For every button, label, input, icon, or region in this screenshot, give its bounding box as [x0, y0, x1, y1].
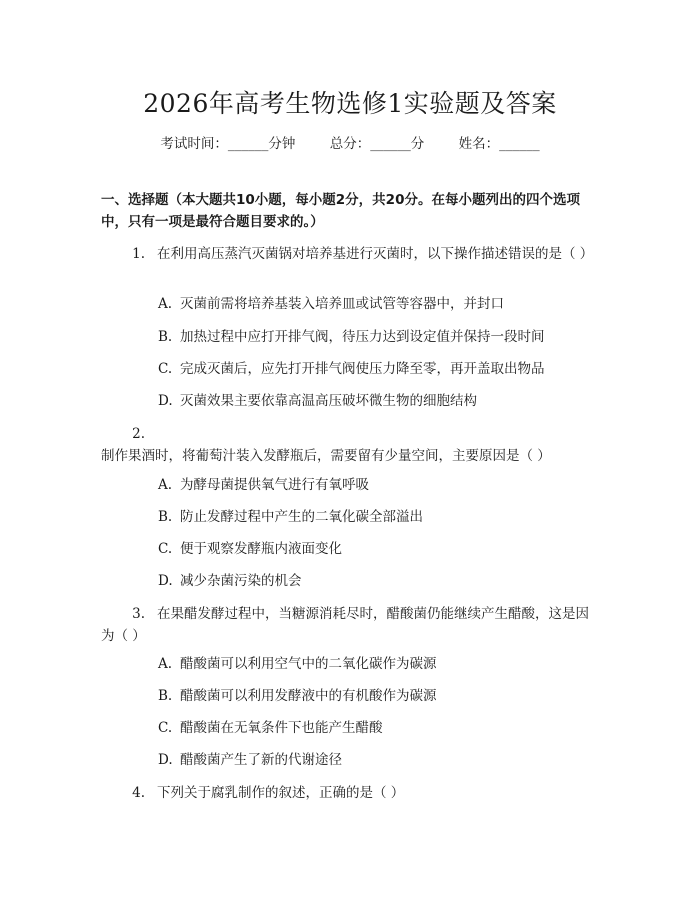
option-text: 醋酸菌可以利用发酵液中的有机酸作为碳源 — [180, 688, 437, 704]
option-2d — [158, 571, 598, 591]
exam-info-line — [0, 132, 700, 152]
option-1d — [158, 391, 598, 411]
question-text: 制作果酒时，将葡萄汁装入发酵瓶后，需要留有少量空间，主要原因是（ ） — [101, 448, 551, 464]
option-text: 醋酸菌产生了新的代谢途径 — [180, 752, 342, 768]
option-2c — [158, 539, 598, 559]
option-2b — [158, 507, 598, 527]
option-1b — [158, 327, 598, 347]
question-1 — [101, 243, 601, 265]
option-letter: A. — [158, 296, 173, 312]
question-4 — [101, 782, 601, 804]
option-1c — [158, 359, 598, 379]
question-number: 4. — [132, 785, 145, 801]
option-letter: B. — [158, 509, 173, 525]
section-heading: 一、选择题（本大题共10小题，每小题2分，共20分。在每小题列出的四个选项中，只有一项是最符合题目要求的。） — [101, 192, 580, 230]
option-letter: B. — [158, 688, 173, 704]
option-letter: C. — [158, 361, 173, 377]
option-1a — [158, 294, 598, 314]
option-text: 灭菌效果主要依靠高温高压破坏微生物的细胞结构 — [180, 393, 477, 409]
time-unit: 分钟 — [268, 136, 296, 152]
option-text: 为酵母菌提供氧气进行有氧呼吸 — [180, 477, 369, 493]
question-text: 下列关于腐乳制作的叙述，正确的是（ ） — [157, 785, 405, 801]
option-text: 灭菌前需将培养基装入培养皿或试管等容器中，并封口 — [180, 296, 504, 312]
option-letter: D. — [158, 573, 173, 589]
name-blank: ______ — [499, 136, 540, 152]
option-text: 减少杂菌污染的机会 — [180, 573, 302, 589]
option-text: 醋酸菌在无氧条件下也能产生醋酸 — [180, 720, 383, 736]
name-label: 姓名： — [458, 136, 500, 152]
score-blank: ______ — [370, 136, 411, 152]
question-text: 在果醋发酵过程中，当糖源消耗尽时，醋酸菌仍能继续产生醋酸，这是因为（ ） — [101, 606, 589, 644]
option-text: 醋酸菌可以利用空气中的二氧化碳作为碳源 — [180, 656, 437, 672]
option-letter: D. — [158, 752, 173, 768]
score-unit: 分 — [410, 136, 425, 152]
time-blank: ______ — [227, 136, 269, 152]
page-title: 2026年高考生物选修1实验题及答案 — [143, 89, 557, 118]
option-letter: C. — [158, 541, 173, 557]
option-3a — [158, 654, 598, 674]
question-number: 3. — [132, 606, 145, 622]
question-text: 在利用高压蒸汽灭菌锅对培养基进行灭菌时，以下操作描述错误的是（ ） — [157, 246, 594, 262]
option-text: 完成灭菌后，应先打开排气阀使压力降至零，再开盖取出物品 — [180, 361, 545, 377]
question-3 — [101, 603, 601, 647]
option-3b — [158, 686, 598, 706]
option-letter: D. — [158, 393, 173, 409]
option-2a — [158, 475, 598, 495]
option-3c — [158, 718, 598, 738]
score-label: 总分： — [329, 136, 371, 152]
option-text: 便于观察发酵瓶内液面变化 — [180, 541, 342, 557]
question-number: 2. — [132, 426, 145, 442]
option-letter: C. — [158, 720, 173, 736]
time-label: 考试时间： — [160, 136, 228, 152]
option-letter: B. — [158, 329, 173, 345]
question-2 — [101, 423, 601, 467]
option-letter: A. — [158, 656, 173, 672]
question-number: 1. — [132, 246, 145, 262]
option-text: 防止发酵过程中产生的二氧化碳全部溢出 — [180, 509, 423, 525]
option-text: 加热过程中应打开排气阀，待压力达到设定值并保持一段时间 — [180, 329, 545, 345]
option-letter: A. — [158, 477, 173, 493]
option-3d — [158, 750, 598, 770]
